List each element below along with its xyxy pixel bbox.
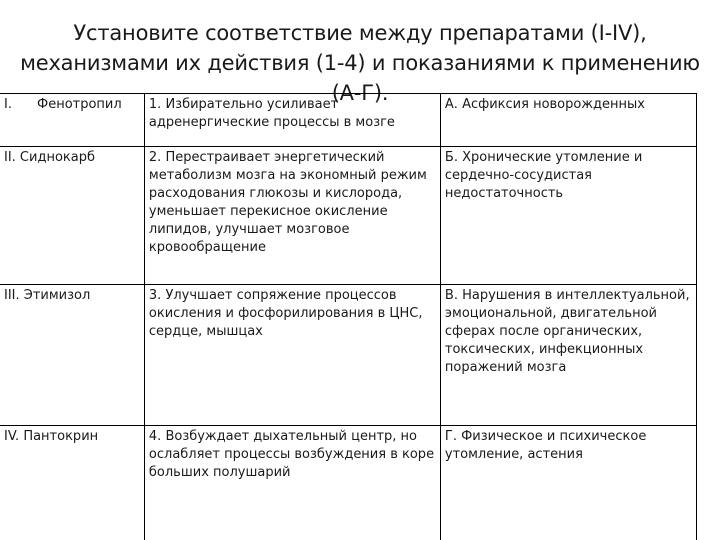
table-row: [0, 94, 697, 147]
indication-cell: Б. Хронические утомление и сердечно-сосудистая недостаточность: [440, 147, 696, 285]
mechanism-cell: 3. Улучшает сопряжение процессов окисления и фосфорилирования в ЦНС, сердце, мышцах: [144, 285, 440, 426]
table-row: [0, 285, 697, 426]
indication-cell: А. Асфиксия новорожденных: [440, 94, 696, 147]
slide-title: Установите соответствие между препаратами (I-IV), механизмами их действия (1-4) и показаниями к применению (А-Г).: [20, 21, 700, 105]
table-row: [0, 426, 697, 540]
table-row: [0, 147, 697, 285]
drug-number: I.: [4, 97, 12, 112]
mechanism-cell: 2. Перестраивает энергетический метаболизм мозга на экономный режим расходования глюкозы и кислорода, уменьшает перекисное окисление липидов, улучшает мозговое кровообращение: [144, 147, 440, 285]
drug-cell: II. Сиднокарб: [0, 147, 144, 285]
indication-cell: Г. Физическое и психическое утомление, астения: [440, 426, 696, 540]
drug-cell: III. Этимизол: [0, 285, 144, 426]
drug-name: Фенотропил: [37, 97, 122, 112]
drug-cell: IV. Пантокрин: [0, 426, 144, 540]
drug-cell: [0, 94, 144, 147]
indication-cell: В. Нарушения в интеллектуальной, эмоциональной, двигательной сферах после органических, токсических, инфекционных поражений мозга: [440, 285, 696, 426]
mechanism-cell: 4. Возбуждает дыхательный центр, но ослабляет процессы возбуждения в коре больших полушарий: [144, 426, 440, 540]
mechanism-cell: 1. Избирательно усиливает адренергические процессы в мозге: [144, 94, 440, 147]
matching-table: [0, 93, 697, 540]
